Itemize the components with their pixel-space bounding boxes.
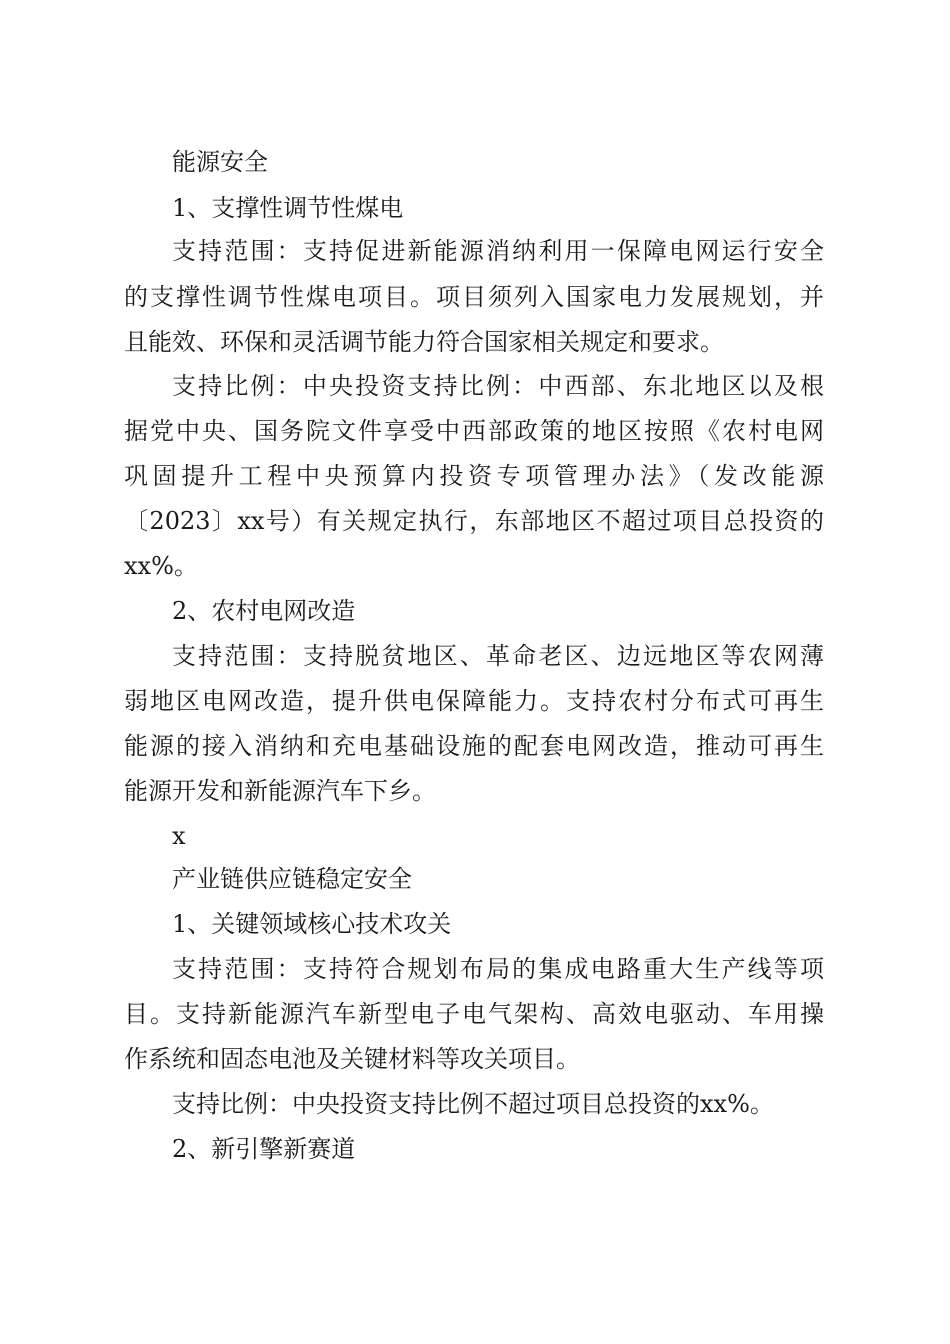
chain-item1-title: 1、关键领域核心技术攻关 (172, 910, 452, 938)
energy-item2-scope-line2: 弱地区电网改造，提升供电保障能力。支持农村分布式可再生 (124, 687, 824, 715)
heading-supply-chain: 产业链供应链稳定安全 (172, 865, 412, 893)
energy-item1-ratio-line4: 〔2023〕xx号）有关规定执行，东部地区不超过项目总投资的 (124, 507, 824, 535)
energy-item1-title: 1、支撑性调节性煤电 (172, 194, 404, 222)
section-marker: x (172, 822, 186, 850)
energy-item1-scope-line3: 且能效、环保和灵活调节能力符合国家相关规定和要求。 (124, 328, 724, 356)
energy-item2-title: 2、农村电网改造 (172, 597, 356, 625)
energy-item2-scope-line1: 支持范围：支持脱贫地区、革命老区、边远地区等农网薄 (172, 642, 824, 670)
energy-item2-scope-line4: 能源开发和新能源汽车下乡。 (124, 777, 436, 805)
chain-item2-title: 2、新引擎新赛道 (172, 1135, 356, 1163)
energy-item1-ratio-line2: 据党中央、国务院文件享受中西部政策的地区按照《农村电网 (124, 417, 824, 445)
chain-item1-scope-line2: 目。支持新能源汽车新型电子电气架构、高效电驱动、车用操 (124, 1000, 824, 1028)
energy-item1-scope-line1: 支持范围：支持促进新能源消纳利用一保障电网运行安全 (172, 237, 824, 265)
energy-item2-scope-line3: 能源的接入消纳和充电基础设施的配套电网改造，推动可再生 (124, 732, 824, 760)
heading-energy-security: 能源安全 (172, 148, 268, 176)
chain-item1-scope-line3: 作系统和固态电池及关键材料等攻关项目。 (124, 1045, 580, 1073)
energy-item1-ratio-line3: 巩固提升工程中央预算内投资专项管理办法》（发改能源 (124, 462, 824, 490)
chain-item1-scope-line1: 支持范围：支持符合规划布局的集成电路重大生产线等项 (172, 955, 824, 983)
chain-item1-ratio: 支持比例：中央投资支持比例不超过项目总投资的xx%。 (172, 1090, 774, 1118)
energy-item1-ratio-line5: xx%。 (124, 552, 198, 580)
energy-item1-scope-line2: 的支撑性调节性煤电项目。项目须列入国家电力发展规划，并 (124, 283, 824, 311)
energy-item1-ratio-line1: 支持比例：中央投资支持比例：中西部、东北地区以及根 (172, 372, 824, 400)
